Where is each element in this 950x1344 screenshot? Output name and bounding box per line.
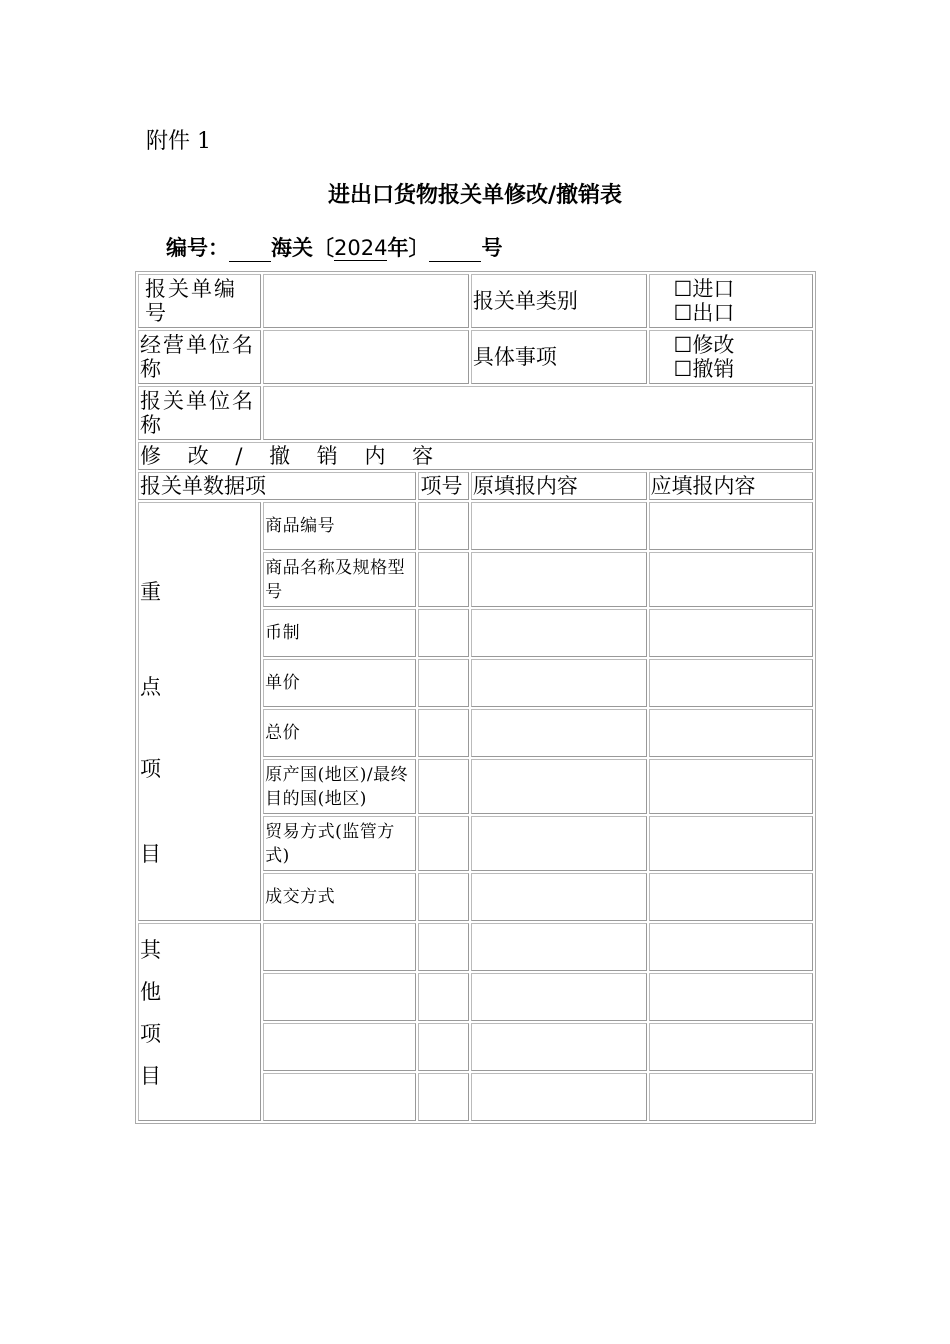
- key-item-label: 成交方式: [263, 873, 416, 921]
- original-content-cell[interactable]: [471, 552, 647, 607]
- item-no-cell[interactable]: [418, 973, 468, 1021]
- declaration-type-options: [649, 274, 814, 328]
- key-item-label: 单价: [263, 659, 416, 707]
- other-group-char: 目: [140, 1064, 161, 1088]
- other-item-cell[interactable]: [263, 923, 416, 971]
- other-item-cell[interactable]: [263, 1073, 416, 1121]
- item-no-cell[interactable]: [418, 552, 468, 607]
- corrected-content-cell[interactable]: [649, 973, 814, 1021]
- key-items-group-label: [138, 502, 261, 921]
- serial-number-blank[interactable]: [429, 237, 481, 262]
- corrected-content-cell[interactable]: [649, 552, 814, 607]
- item-no-cell[interactable]: [418, 709, 468, 757]
- attachment-label: 附件 1: [146, 129, 211, 154]
- original-content-cell[interactable]: [471, 1023, 647, 1071]
- row-declaration-number: [138, 274, 813, 328]
- item-no-cell[interactable]: [418, 1023, 468, 1071]
- corrected-content-cell[interactable]: [649, 759, 814, 814]
- key-item-label: 原产国(地区)/最终目的国(地区): [263, 759, 416, 814]
- customs-label: 海关〔: [271, 235, 334, 260]
- year-suffix: 年〕: [387, 235, 430, 260]
- item-no-cell[interactable]: [418, 502, 468, 550]
- original-content-cell[interactable]: [471, 759, 647, 814]
- company-name-label: 经营单位名称: [138, 330, 261, 384]
- original-content-cell[interactable]: [471, 609, 647, 657]
- import-checkbox[interactable]: ☐进口: [673, 277, 735, 301]
- corrected-content-cell[interactable]: [649, 923, 814, 971]
- corrected-content-cell[interactable]: [649, 502, 814, 550]
- corrected-content-cell[interactable]: [649, 1023, 814, 1071]
- year-value: 2024: [334, 236, 388, 260]
- corrected-content-cell[interactable]: [649, 609, 814, 657]
- other-item-cell[interactable]: [263, 1023, 416, 1071]
- row-section-title: [138, 442, 813, 470]
- key-item-label: 贸易方式(监管方式): [263, 816, 416, 871]
- other-group-char: 他: [140, 980, 161, 1004]
- row-agent: [138, 386, 813, 440]
- customs-name-blank[interactable]: [229, 237, 271, 262]
- key-group-char: 目: [140, 842, 161, 866]
- original-content-cell[interactable]: [471, 502, 647, 550]
- corrected-content-cell[interactable]: [649, 659, 814, 707]
- form-number-line: [166, 232, 502, 262]
- number-suffix: 号: [481, 235, 503, 260]
- key-group-char: 重: [140, 580, 161, 604]
- item-no-cell[interactable]: [418, 659, 468, 707]
- other-items-group-label: [138, 923, 261, 1121]
- declaration-type-label: 报关单类别: [471, 274, 647, 328]
- key-group-char: 项: [140, 757, 161, 781]
- corrected-content-cell[interactable]: [649, 1073, 814, 1121]
- section-title: 修 改 / 撤 销 内 容: [138, 442, 813, 470]
- original-content-cell[interactable]: [471, 973, 647, 1021]
- item-no-cell[interactable]: [418, 923, 468, 971]
- number-prefix: 编号：: [166, 235, 229, 260]
- corrected-content-cell[interactable]: [649, 709, 814, 757]
- revoke-checkbox[interactable]: ☐撤销: [673, 357, 735, 381]
- item-no-cell[interactable]: [418, 816, 468, 871]
- original-content-cell[interactable]: [471, 923, 647, 971]
- table-row: [138, 502, 813, 550]
- declaration-number-field[interactable]: [263, 274, 469, 328]
- row-column-headers: [138, 472, 813, 500]
- company-name-field[interactable]: [263, 330, 469, 384]
- declaration-number-label: 报关单编号: [138, 274, 261, 328]
- item-no-cell[interactable]: [418, 609, 468, 657]
- other-item-cell[interactable]: [263, 973, 416, 1021]
- matter-label: 具体事项: [471, 330, 647, 384]
- other-group-char: 其: [140, 938, 161, 962]
- item-no-cell[interactable]: [418, 759, 468, 814]
- table-row: [138, 923, 813, 971]
- export-checkbox[interactable]: ☐出口: [673, 301, 735, 325]
- item-no-cell[interactable]: [418, 1073, 468, 1121]
- key-item-label: 币制: [263, 609, 416, 657]
- row-company: [138, 330, 813, 384]
- matter-options: [649, 330, 814, 384]
- key-item-label: 商品名称及规格型号: [263, 552, 416, 607]
- original-content-cell[interactable]: [471, 659, 647, 707]
- col-item-no: 项号: [418, 472, 468, 500]
- modify-checkbox[interactable]: ☐修改: [673, 333, 735, 357]
- original-content-cell[interactable]: [471, 873, 647, 921]
- col-data-item: 报关单数据项: [138, 472, 416, 500]
- corrected-content-cell[interactable]: [649, 816, 814, 871]
- key-item-label: 商品编号: [263, 502, 416, 550]
- agent-name-field[interactable]: [263, 386, 813, 440]
- other-group-char: 项: [140, 1022, 161, 1046]
- original-content-cell[interactable]: [471, 1073, 647, 1121]
- revision-form-table: [135, 271, 816, 1124]
- key-item-label: 总价: [263, 709, 416, 757]
- agent-name-label: 报关单位名称: [138, 386, 261, 440]
- item-no-cell[interactable]: [418, 873, 468, 921]
- col-corrected: 应填报内容: [649, 472, 814, 500]
- corrected-content-cell[interactable]: [649, 873, 814, 921]
- original-content-cell[interactable]: [471, 709, 647, 757]
- col-original: 原填报内容: [471, 472, 647, 500]
- original-content-cell[interactable]: [471, 816, 647, 871]
- key-group-char: 点: [140, 675, 161, 699]
- form-title: 进出口货物报关单修改/撤销表: [327, 182, 623, 208]
